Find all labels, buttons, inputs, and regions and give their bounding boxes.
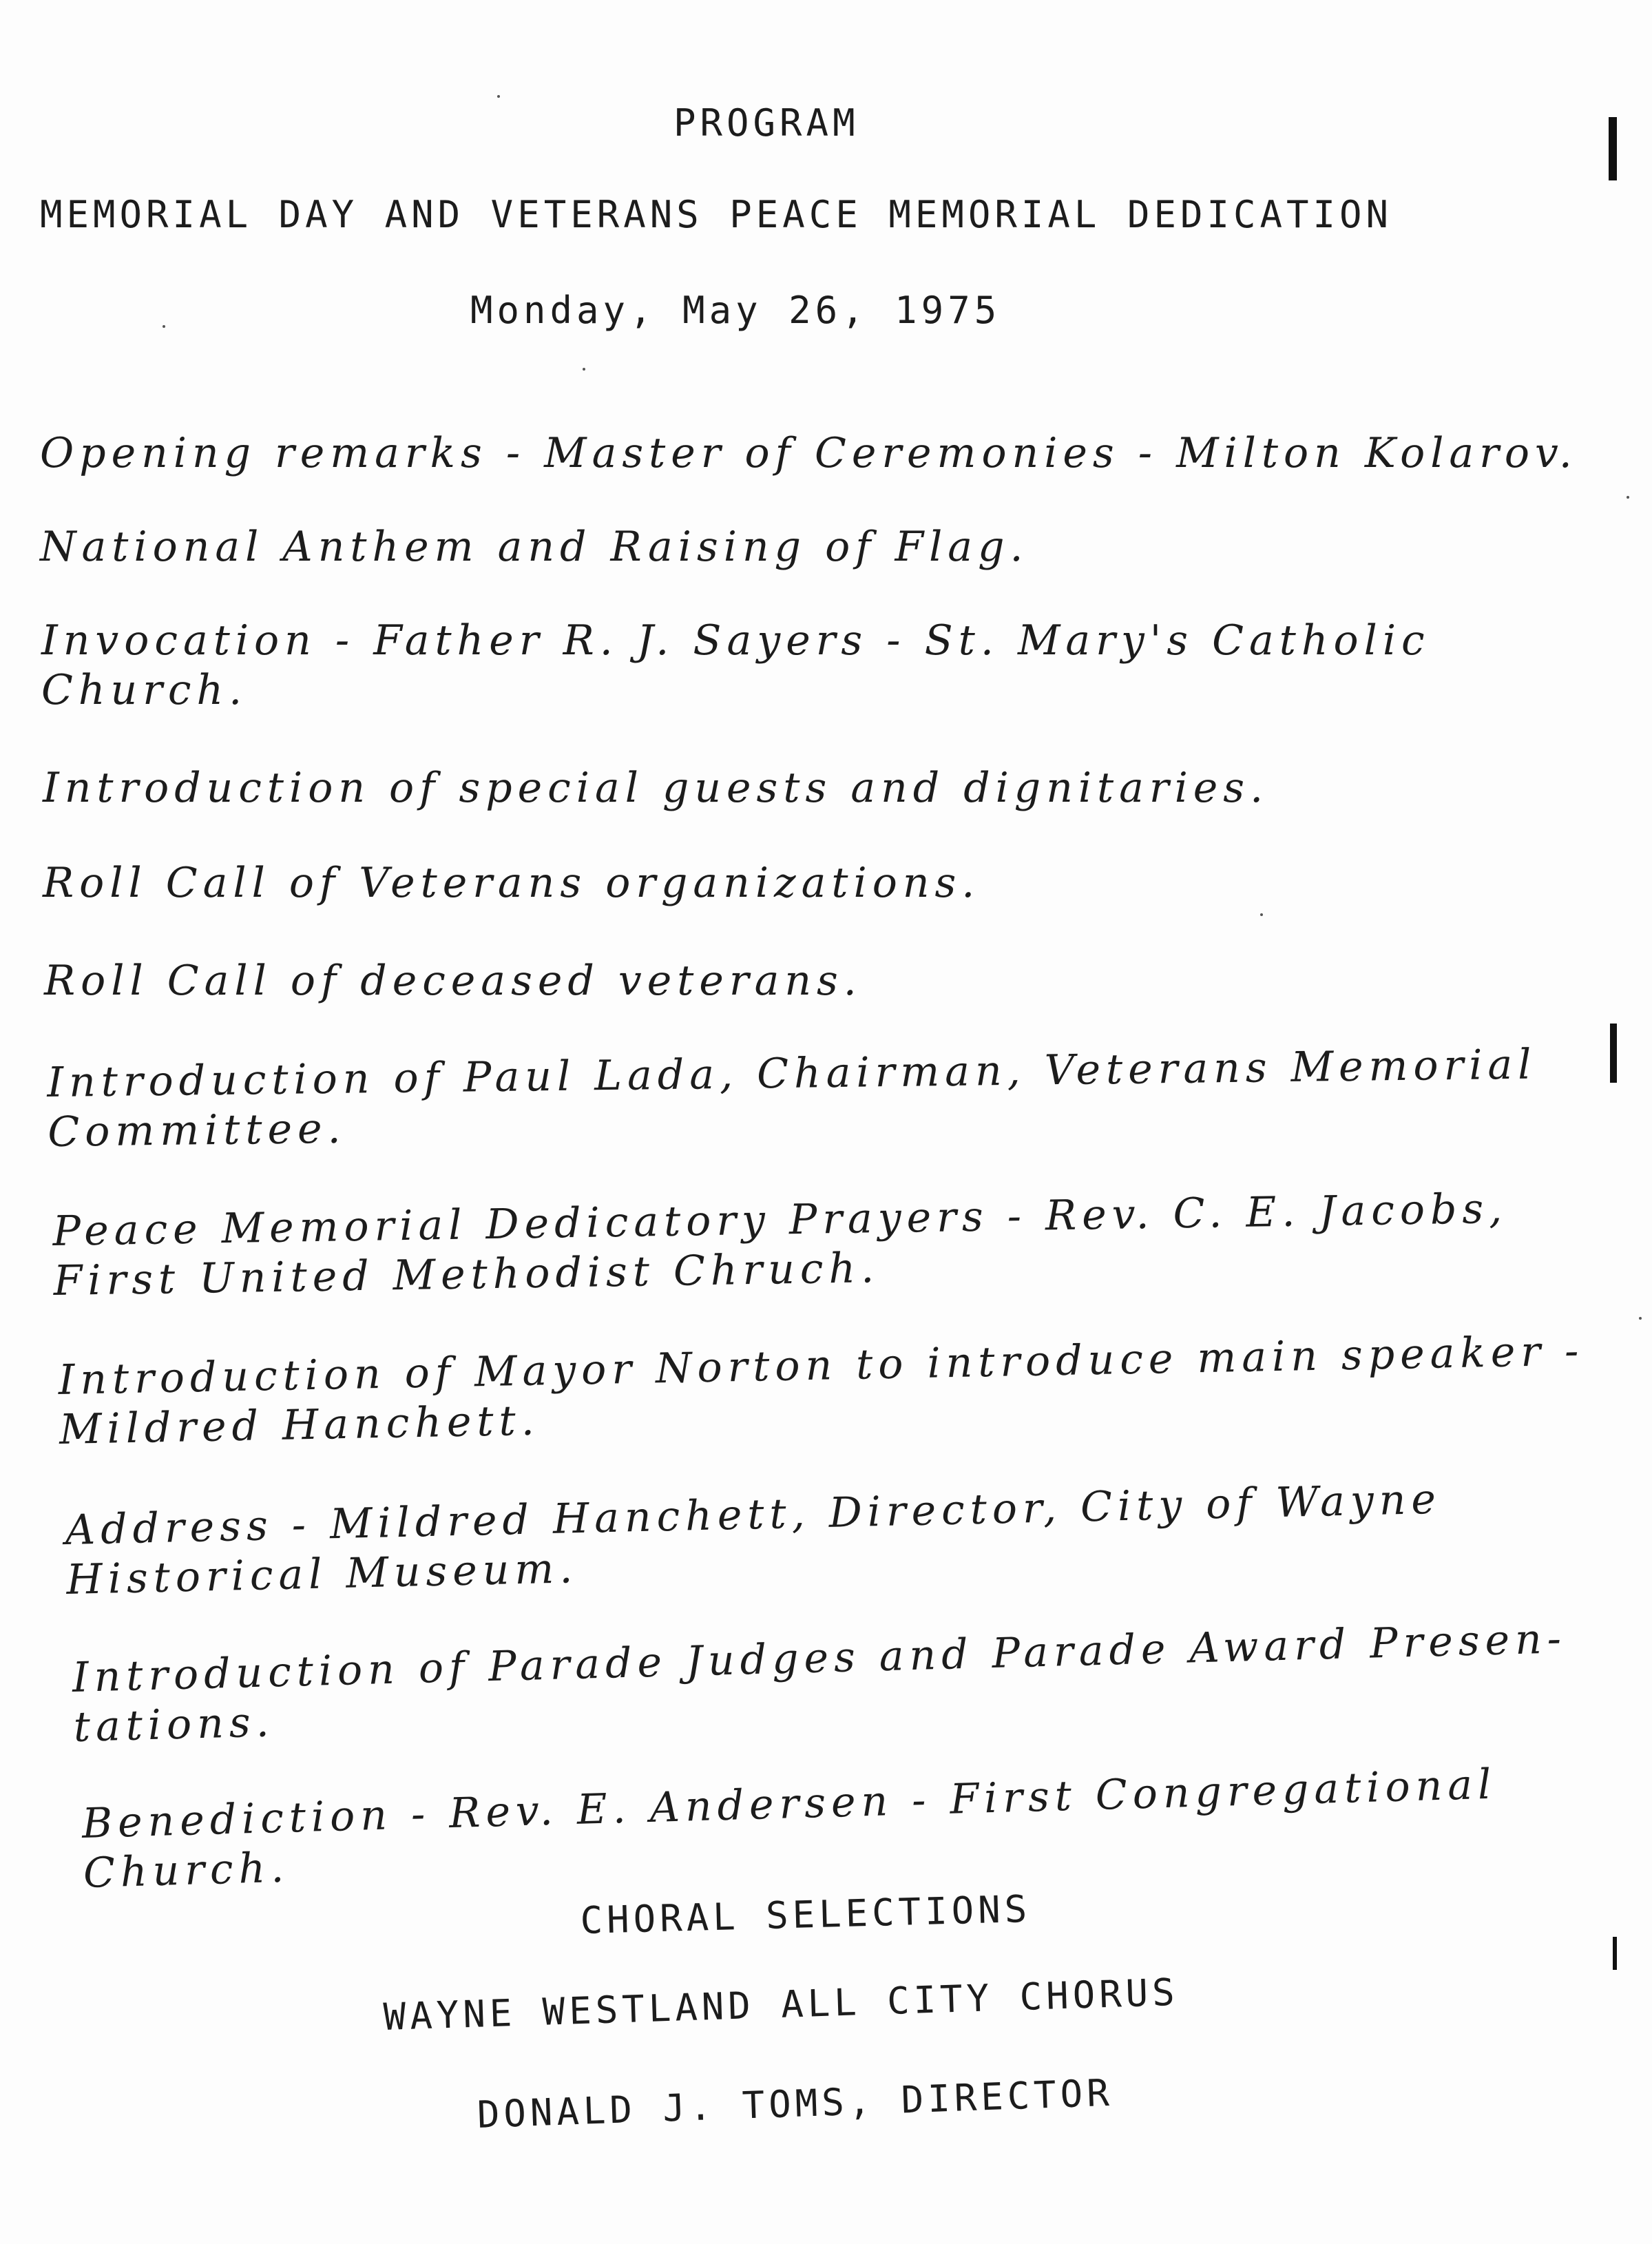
program-item bbox=[40, 522, 1596, 572]
paper-speck bbox=[1639, 1317, 1642, 1320]
program-title: PROGRAM bbox=[673, 101, 859, 145]
program-item-line: Introduction of Paul Lada, Chairman, Veterans Memorial bbox=[47, 1040, 1537, 1107]
program-item-line: Church. bbox=[83, 1843, 291, 1898]
program-item bbox=[58, 1326, 1616, 1455]
choral-heading: CHORAL SELECTIONS bbox=[579, 1887, 1032, 1942]
program-item-line: Opening remarks - Master of Ceremonies - Milton Kolarov. bbox=[40, 429, 1578, 477]
paper-speck bbox=[1260, 913, 1263, 916]
program-item-line: Mildred Hanchett. bbox=[59, 1396, 541, 1454]
program-item-line: Introduction of Parade Judges and Parade Award Presen- bbox=[72, 1614, 1567, 1702]
paper-speck bbox=[163, 325, 165, 328]
margin-mark bbox=[1613, 1937, 1617, 1970]
program-item bbox=[52, 1183, 1610, 1306]
program-item-line: Church. bbox=[41, 666, 248, 714]
chorus-name: WAYNE WESTLAND ALL CITY CHORUS bbox=[382, 1970, 1180, 2039]
program-item bbox=[72, 1612, 1630, 1752]
program-item bbox=[43, 858, 1599, 908]
margin-mark bbox=[1610, 1024, 1617, 1083]
program-item bbox=[40, 428, 1596, 478]
program-item-line: tations. bbox=[72, 1698, 275, 1752]
program-item bbox=[44, 956, 1600, 1006]
program-item-line: Benediction - Rev. E. Andersen - First Congregational bbox=[81, 1760, 1498, 1848]
program-item-line: Historical Museum. bbox=[65, 1544, 579, 1604]
paper-speck bbox=[583, 368, 585, 371]
program-item-line: Committee. bbox=[47, 1104, 347, 1156]
event-date: Monday, May 26, 1975 bbox=[470, 289, 1001, 332]
program-item-line: National Anthem and Raising of Flag. bbox=[40, 523, 1029, 571]
program-item-line: Roll Call of deceased veterans. bbox=[44, 957, 862, 1005]
event-title: MEMORIAL DAY AND VETERANS PEACE MEMORIAL DEDICATION bbox=[40, 193, 1393, 236]
program-item-line: First United Methodist Chruch. bbox=[53, 1244, 880, 1305]
program-item-line: Peace Memorial Dedicatory Prayers - Rev. C. E. Jacobs, bbox=[52, 1184, 1508, 1256]
program-item bbox=[65, 1471, 1623, 1605]
program-item-line: Address - Mildred Hanchett, Director, City of Wayne bbox=[65, 1475, 1442, 1555]
program-item bbox=[41, 616, 1598, 715]
program-item-line: Introduction of Mayor Norton to introduce main speaker - bbox=[58, 1327, 1585, 1404]
chorus-director: DONALD J. TOMS, DIRECTOR bbox=[476, 2070, 1114, 2137]
program-item-line: Invocation - Father R. J. Sayers - St. Mary's Catholic bbox=[41, 616, 1430, 665]
program-item bbox=[43, 763, 1599, 813]
program-item-line: Roll Call of Veterans organizations. bbox=[43, 859, 981, 907]
program-item-line: Introduction of special guests and dignitaries. bbox=[43, 764, 1269, 812]
margin-mark bbox=[1609, 117, 1617, 180]
program-item bbox=[47, 1039, 1604, 1157]
paper-speck bbox=[497, 95, 500, 98]
paper-speck bbox=[1627, 496, 1629, 499]
program-item bbox=[81, 1756, 1640, 1898]
